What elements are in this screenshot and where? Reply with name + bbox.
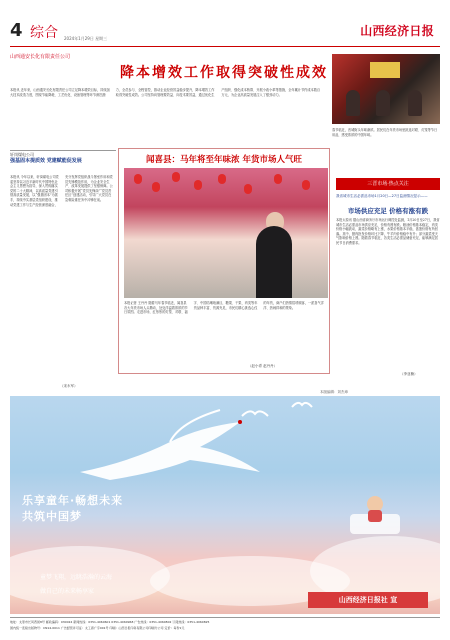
lantern-icon: [172, 172, 180, 182]
lantern-icon: [152, 182, 160, 192]
section-divider: [10, 150, 116, 151]
article2-body: 本报讯 今年以来，轩岗煤电公司党委坚持以习近平新时代中国特色社会主义思想为指导，深入贯彻落实党的二十大精神，以高质量党建引领高质量发展，以“强基固本”为抓手，持续夯实基层党组织建设，推动党建工作与生产经营深度融合，充分发挥党组织战斗堡垒作用和党员先锋模范作用，为企业安全生产、改革发展提供了坚强保障。公司积极开展“党员先锋岗”“党员责任区”创建活动，引导广大党员在急难险重任务中冲锋在前。: [10, 175, 113, 207]
page-number: 4: [10, 20, 23, 41]
person-figure: [346, 90, 360, 116]
article4-headline: 市场供应充足 价格有涨有跌: [347, 207, 429, 215]
footer-rule: [10, 617, 440, 618]
header-rule: [10, 46, 440, 47]
article3-author: （赵小青 赵丹丹）: [248, 364, 278, 368]
ad-subline1: 童梦飞翔，远眺浩瀚的云海: [40, 574, 113, 581]
article4-author: （李亚楠）: [400, 372, 418, 376]
header-date: 2024年1月29日 星期三: [64, 36, 108, 41]
ad-subline2: 做自己的未来畅享家: [40, 588, 95, 595]
person-figure: [376, 90, 390, 116]
section-name: 综合: [30, 25, 58, 41]
lantern-icon: [244, 184, 252, 194]
lantern-icon: [194, 180, 202, 190]
article3-headline: 闻喜县：马年将至年味浓 年货市场人气旺: [146, 155, 302, 165]
article3-body: 本报记者 王丹丹 随着马年春节临近，闻喜县各大年货市场人头攒动，处处洋溢着浓浓的节日氛围。走进市场，红彤彤的灯笼、对联、福字、中国结琳琅满目，糖果、干果、肉类等年货品种丰富、货源充足，市民们精心挑选心仪的年货，商户们热情招呼顾客，一派喜气洋洋、热闹祥和的景象。: [124, 301, 324, 315]
lantern-icon: [134, 174, 142, 184]
page-editor-credit: 本版编辑：刘杰章: [320, 390, 348, 394]
market-photo-top-right: [332, 54, 440, 124]
public-service-advertisement: [10, 396, 440, 614]
article2-headline: 强基固本提质效 党建赋能促发展: [10, 158, 82, 164]
footer-contact-line: 地址：太原市长风西街8号 邮政编码：030024 新闻热线：0351-4060601 0351-4060968 广告热线：0351-4060802 订阅热线：0351-4060825: [10, 620, 210, 624]
vendor-figure: [256, 226, 292, 298]
article1-body: 本报讯 近年来，山西通安长化有限责任公司立足降本增效目标，持续加大技术改造力度，围绕节能降耗、工艺优化、设备管理等环节深挖潜力，全员参与、全程管控，推动企业经营效益稳步提升，降本增效工作取得突破性成效。公司坚持向管理要效益、向技术要效益，通过优化生产组织、强化成本核算、开展小改小革等措施，全年累计节约成本数百万元，为企业高质量发展注入了强劲动力。: [10, 88, 321, 97]
article1-headline: 降本增效工作取得突破性成效: [120, 65, 328, 81]
article2-author: （宋永军）: [60, 384, 78, 388]
small-bird-icon: [290, 398, 314, 410]
photo1-caption: 春节临近，晋城街头年味渐浓。居民们在年货市场里挑选对联、灯笼等节日用品，感受浓浓的中国年味。: [332, 128, 438, 137]
ad-brand-label: 山西经济日报社 宣: [338, 595, 398, 604]
shop-sign-graphic: [370, 62, 400, 78]
newspaper-logo: 山西经济日报: [360, 24, 434, 38]
column-tag-banner: [336, 178, 440, 190]
ad-slogan-line1: 乐享童年·畅想未来: [22, 494, 124, 507]
article4-overline: 我省城市生活必需品市场1月20日—27日监测情况显示——: [336, 194, 428, 198]
lantern-icon: [218, 174, 226, 184]
ad-brand-box: [308, 592, 428, 608]
person-figure: [408, 90, 422, 116]
small-bird-icon: [240, 406, 270, 420]
column-tag-label: 三晋市场·热点关注: [367, 181, 409, 187]
new-year-market-photo: [124, 168, 328, 298]
lantern-icon: [274, 174, 282, 184]
article4-body: 本报太原讯 据山西省商务厅市场运行调控处监测，1月20日至27日，我省城市生活必需品市场供应充足，价格有涨有跌。粮油价格基本稳定，肉类价格小幅波动，蔬菜价格略有上涨，水果价格基本平稳，禽蛋价格有所回落。其中，猪肉批发价格环比下降，牛羊肉价格稳中有升；部分蔬菜受天气影响价格上涨。随着春节临近，各类生活必需品储备充足，能够满足居民节日消费需求。: [336, 218, 440, 245]
article1-overline: 山西通安长化有限责任公司: [10, 54, 71, 60]
ad-slogan-line2: 共筑中国梦: [22, 510, 82, 523]
article2-overline: 轩岗煤电公司: [10, 152, 34, 157]
lantern-icon: [302, 180, 310, 190]
child-reading-icon: [340, 484, 410, 544]
footer-publication-line: 国内统一连续出版物号：CN14-0011 广告经营许可证：太工商广字001号 印刷：山西日报印务有限公司印刷分公司 定价：每份1元: [10, 626, 185, 630]
